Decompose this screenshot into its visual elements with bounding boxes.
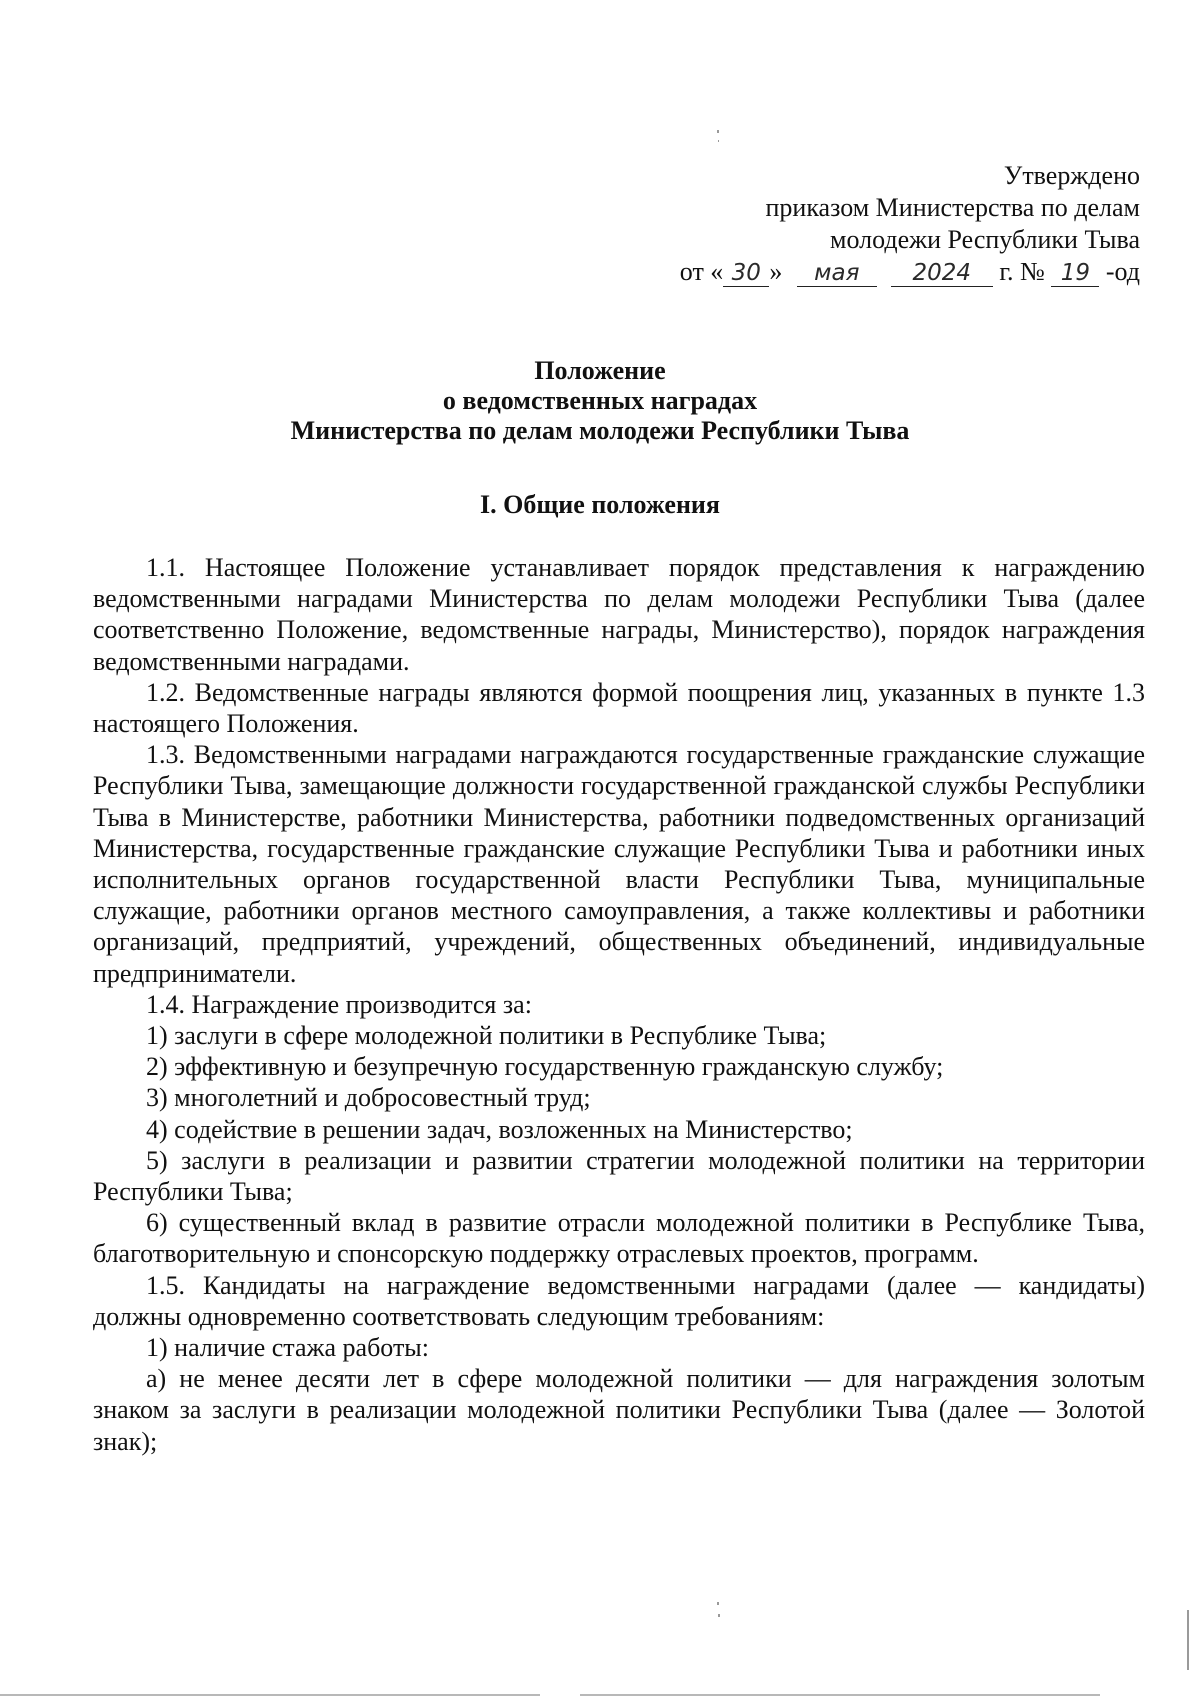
- paragraph-1-1: 1.1. Настоящее Положение устанавливает порядок представления к награждению ведомственными наградами Министерства по делам молодежи Республики Тыва (далее соответственно Положение, ведомственные награды, Министерство), порядок награждения ведомственными наградами.: [93, 553, 1145, 676]
- scan-speck: [1187, 1610, 1189, 1670]
- approval-date-line: [680, 256, 1140, 288]
- date-month-handwritten: мая: [797, 260, 877, 287]
- date-day-handwritten: 30: [723, 260, 769, 287]
- list-item-4: 4) содействие в решении задач, возложенных на Министерство;: [146, 1114, 853, 1144]
- scan-speck: [717, 130, 719, 133]
- requirement-1: 1) наличие стажа работы:: [146, 1333, 430, 1363]
- title-line-3: Министерства по делам молодежи Республики Тыва: [290, 416, 910, 445]
- document-title: [0, 356, 1200, 446]
- document-body: [93, 552, 1145, 1457]
- paragraph-1-3: 1.3. Ведомственными наградами награждаются государственные гражданские служащие Республики Тыва, замещающие должности государственной гражданской службы Республики Тыва в Министерстве, работники Министерства, работники подведомственных организаций Министерства, государственные гражданские служащие Республики Тыва и работники иных исполнительных органов государственной власти Республики Тыва, муниципальные служащие, работники органов местного самоуправления, а также коллективы и работники организаций, предприятий, учреждений, общественных объединений, индивидуальные предприниматели.: [93, 740, 1145, 988]
- scan-speck: [718, 1614, 720, 1617]
- date-year-handwritten: 2024: [891, 260, 993, 287]
- date-prefix: от «: [679, 257, 724, 286]
- list-item-5: 5) заслуги в реализации и развитии стратегии молодежной политики на территории Республики Тыва;: [93, 1145, 1145, 1207]
- order-suffix: -од: [1105, 257, 1140, 286]
- scan-speck: [717, 1602, 719, 1605]
- approval-line-3: молодежи Республики Тыва: [830, 225, 1140, 254]
- title-line-1: Положение: [534, 356, 666, 385]
- approval-stamp: [680, 160, 1140, 288]
- order-label: г. №: [999, 257, 1045, 286]
- list-item-6: 6) существенный вклад в развитие отрасли молодежной политики в Республике Тыва, благотворительную и спонсорскую поддержку отраслевых проектов, программ.: [93, 1208, 1145, 1269]
- order-number-handwritten: 19: [1051, 260, 1099, 287]
- paragraph-1-2: 1.2. Ведомственные награды являются формой поощрения лиц, указанных в пункте 1.3 настоящего Положения.: [93, 677, 1145, 739]
- section-heading: I. Общие положения: [480, 490, 720, 519]
- scan-edge-line: [580, 1694, 1100, 1696]
- approval-line-2: приказом Министерства по делам: [765, 193, 1140, 222]
- scan-edge-line: [0, 1694, 540, 1696]
- list-item-3: 3) многолетний и добросовестный труд;: [146, 1083, 591, 1113]
- title-line-2: о ведомственных наградах: [442, 386, 758, 415]
- scan-speck: [718, 140, 719, 142]
- paragraph-1-4: 1.4. Награждение производится за:: [146, 989, 532, 1019]
- requirement-1-a: а) не менее десяти лет в сфере молодежной политики — для награждения золотым знаком за заслуги в реализации молодежной политики Республики Тыва (далее — Золотой знак);: [93, 1364, 1145, 1456]
- date-mid: »: [769, 257, 783, 286]
- list-item-2: 2) эффективную и безупречную государственную гражданскую службу;: [146, 1052, 944, 1082]
- approval-line-1: Утверждено: [1003, 161, 1140, 190]
- paragraph-1-5: 1.5. Кандидаты на награждение ведомственными наградами (далее — кандидаты) должны одновременно соответствовать следующим требованиям:: [93, 1270, 1145, 1331]
- list-item-1: 1) заслуги в сфере молодежной политики в Республике Тыва;: [146, 1021, 827, 1051]
